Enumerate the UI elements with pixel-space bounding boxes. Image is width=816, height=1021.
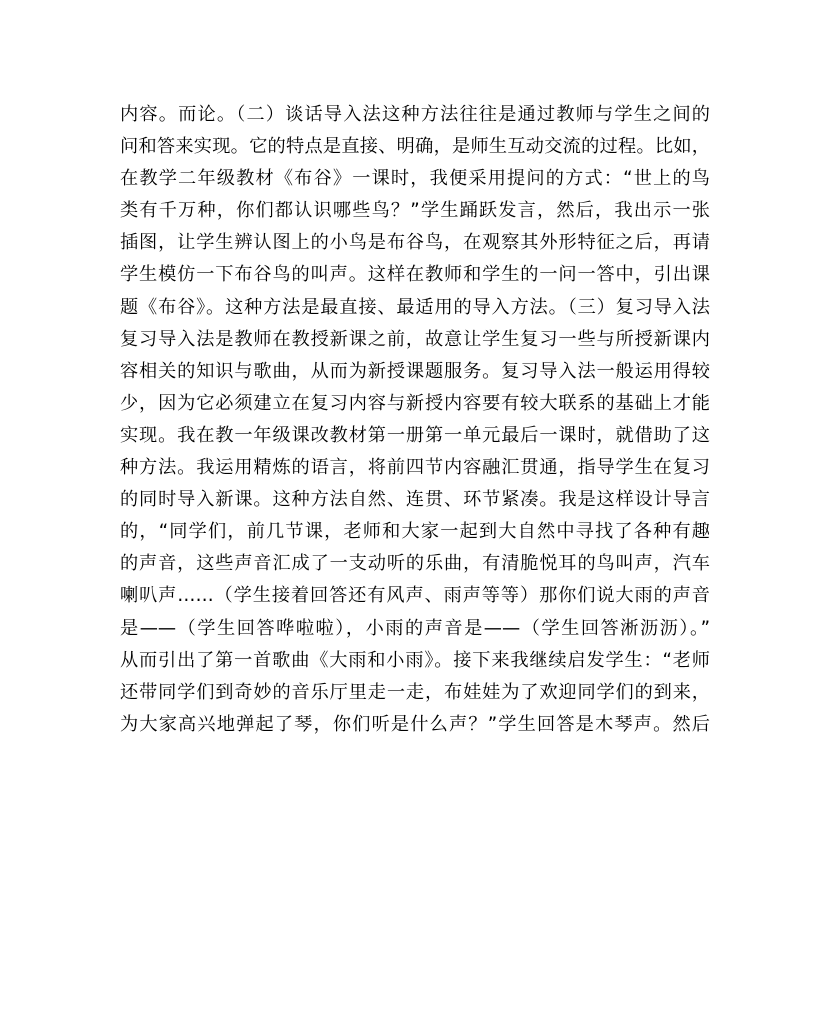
- text-line: 为大家高兴地弹起了琴，你们听是什么声？”学生回答是木琴声。然后: [120, 713, 710, 735]
- body-text: [120, 99, 710, 741]
- text-line: 复习导入法是教师在教授新课之前，故意让学生复习一些与所授新课内: [120, 328, 710, 350]
- text-line: 学生模仿一下布谷鸟的叫声。这样在教师和学生的一问一答中，引出课: [120, 264, 710, 286]
- text-line: 内容。而论。（二）谈话导入法这种方法往往是通过教师与学生之间的: [120, 104, 710, 125]
- text-line: 从而引出了第一首歌曲《大雨和小雨》。接下来我继续启发学生：“老师: [120, 649, 710, 671]
- text-line: 在教学二年级教材《布谷》一课时，我便采用提问的方式：“世上的鸟: [120, 168, 710, 190]
- text-line: 的声音，这些声音汇成了一支动听的乐曲，有清脆悦耳的鸟叫声，汽车: [120, 553, 710, 575]
- text-line: 喇叭声……（学生接着回答还有风声、雨声等等）那你们说大雨的声音: [120, 585, 710, 607]
- text-line: 种方法。我运用精炼的语言，将前四节内容融汇贯通，指导学生在复习: [120, 457, 710, 479]
- text-line: 是——（学生回答哗啦啦），小雨的声音是——（学生回答淅沥沥）。”: [120, 617, 710, 639]
- text-line: 的同时导入新课。这种方法自然、连贯、环节紧凑。我是这样设计导言: [120, 489, 710, 511]
- text-line: 的，“同学们，前几节课，老师和大家一起到大自然中寻找了各种有趣: [120, 521, 710, 543]
- text-line: 问和答来实现。它的特点是直接、明确，是师生互动交流的过程。比如，: [120, 136, 710, 158]
- text-line: 少，因为它必须建立在复习内容与新授内容要有较大联系的基础上才能: [120, 392, 710, 414]
- text-line: 还带同学们到奇妙的音乐厅里走一走，布娃娃为了欢迎同学们的到来，: [120, 681, 710, 703]
- text-line: 容相关的知识与歌曲，从而为新授课题服务。复习导入法一般运用得较: [120, 360, 710, 382]
- text-line: 类有千万种，你们都认识哪些鸟？”学生踊跃发言，然后，我出示一张: [120, 200, 710, 222]
- text-line: 实现。我在教一年级课改教材第一册第一单元最后一课时，就借助了这: [120, 424, 710, 446]
- text-line: 题《布谷》。这种方法是最直接、最适用的导入方法。（三）复习导入法: [120, 296, 710, 318]
- text-line: 插图，让学生辨认图上的小鸟是布谷鸟，在观察其外形特征之后，再请: [120, 232, 710, 254]
